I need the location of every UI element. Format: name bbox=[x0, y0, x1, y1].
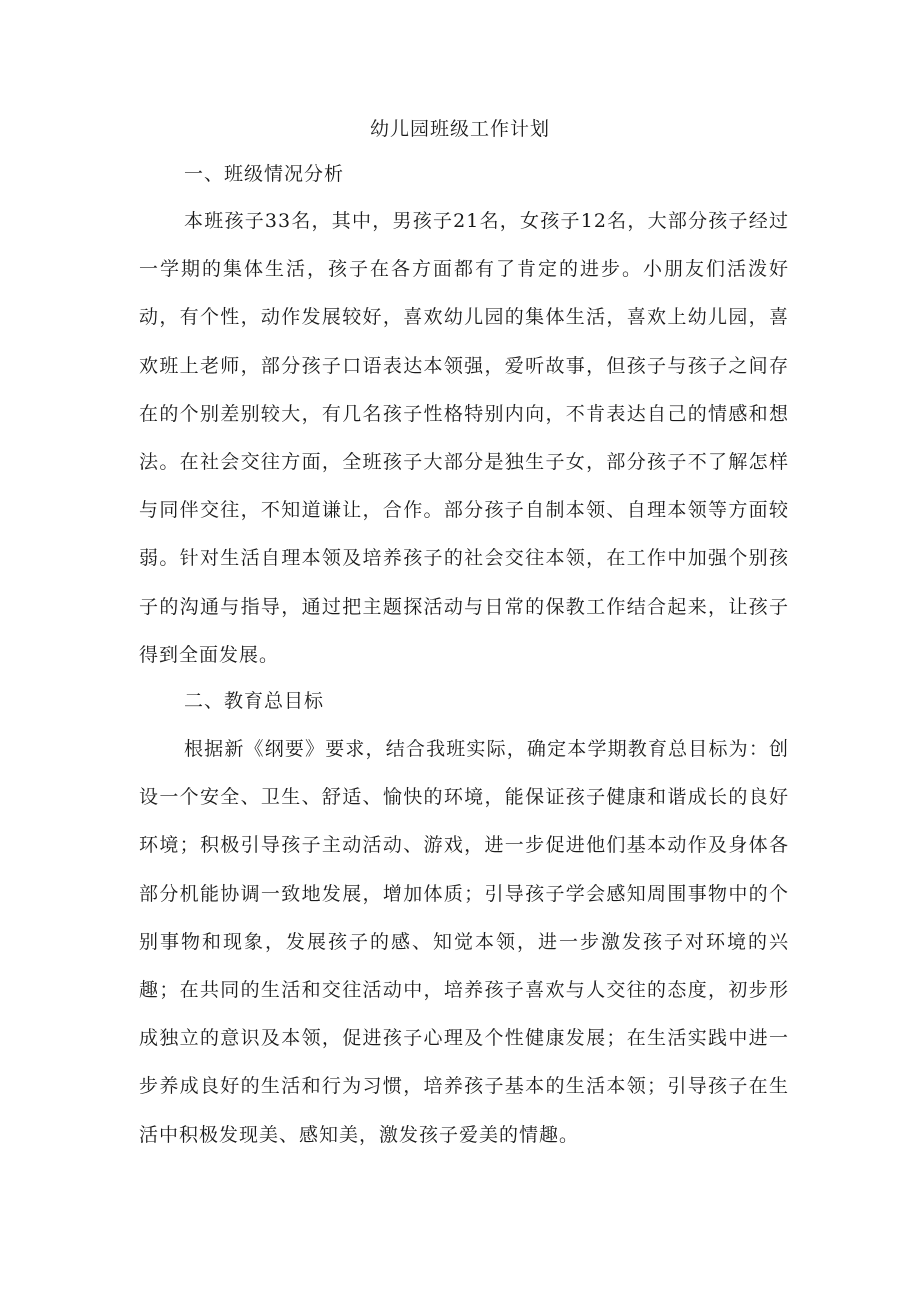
section-paragraph-class-analysis: 本班孩子33名，其中，男孩子21名，女孩子12名，大部分孩子经过一学期的集体生活，孩子在各方面都有了肯定的进步。小朋友们活泼好动，有个性，动作发展较好，喜欢幼儿园的集体生活，喜欢上幼儿园，喜欢班上老师，部分孩子口语表达本领强，爱听故事，但孩子与孩子之间存在的个别差别较大，有几名孩子性格特别内向，不肯表达自己的情感和想法。在社会交往方面，全班孩子大部分是独生子女，部分孩子不了解怎样与同伴交往，不知道谦让，合作。部分孩子自制本领、自理本领等方面较弱。针对生活自理本领及培养孩子的社会交往本领，在工作中加强个别孩子的沟通与指导，通过把主题探活动与日常的保教工作结合起来，让孩子得到全面发展。 bbox=[139, 210, 789, 666]
document-title: 幼儿园班级工作计划 bbox=[369, 118, 550, 140]
section-paragraph-education-goals: 根据新《纲要》要求，结合我班实际，确定本学期教育总目标为：创设一个安全、卫生、舒适、愉快的环境，能保证孩子健康和谐成长的良好环境；积极引导孩子主动活动、游戏，进一步促进他们基本动作及身体各部分机能协调一致地发展，增加体质；引导孩子学会感知周围事物中的个别事物和现象，发展孩子的感、知觉本领，进一步激发孩子对环境的兴趣；在共同的生活和交往活动中，培养孩子喜欢与人交往的态度，初步形成独立的意识及本领，促进孩子心理及个性健康发展；在生活实践中进一步养成良好的生活和行为习惯，培养孩子基本的生活本领；引导孩子在生活中积极发现美、感知美，激发孩子爱美的情趣。 bbox=[139, 738, 789, 1146]
section-heading-class-analysis: 一、班级情况分析 bbox=[184, 163, 345, 185]
section-heading-education-goals: 二、教育总目标 bbox=[184, 690, 325, 712]
